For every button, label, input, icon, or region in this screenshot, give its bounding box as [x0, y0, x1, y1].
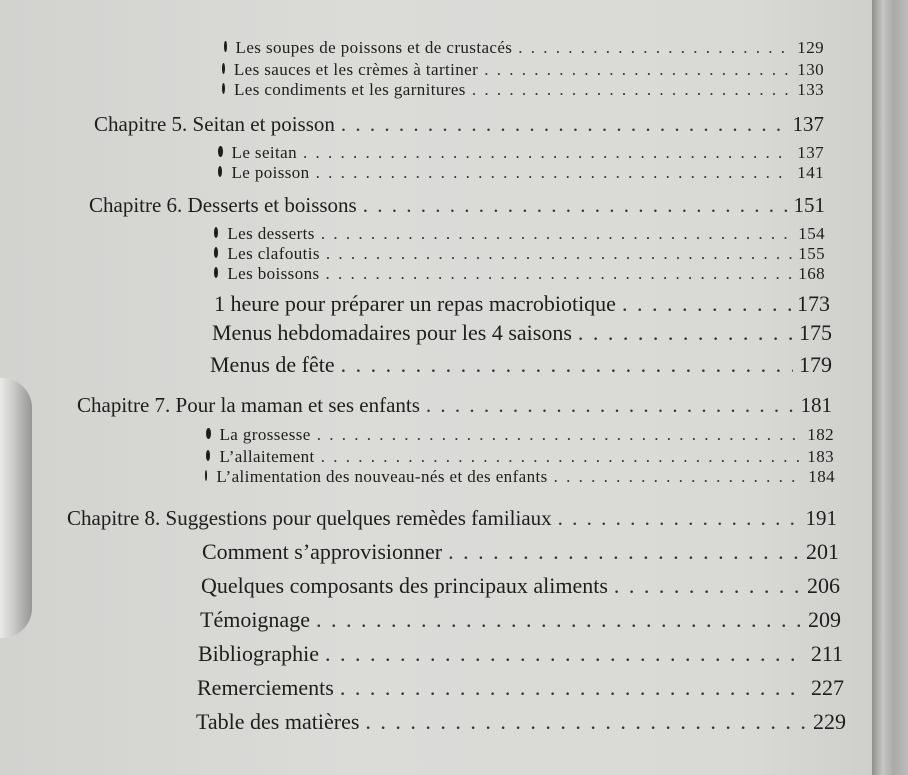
toc-entry — [197, 675, 844, 701]
dot-leader — [317, 425, 802, 445]
toc-page-number: 191 — [805, 506, 837, 530]
dot-leader — [448, 539, 800, 565]
toc-entry — [214, 244, 825, 264]
dot-leader — [363, 193, 788, 218]
toc-page-number: 181 — [800, 393, 832, 417]
toc-page-number: 173 — [797, 291, 830, 316]
toc-entry-title: Les clafoutis — [227, 244, 320, 263]
toc-entry — [206, 447, 834, 467]
bullet-icon — [214, 227, 218, 238]
toc-entry-title: Quelques composants des principaux aliments — [201, 573, 608, 598]
bullet-icon — [214, 267, 218, 278]
dot-leader — [321, 224, 792, 244]
dot-leader — [578, 320, 793, 346]
toc-entry-title: Les desserts — [227, 224, 315, 243]
toc-chapter — [67, 506, 837, 531]
dot-leader — [622, 291, 791, 317]
toc-chapter-title: Chapitre 6. Desserts et boissons — [89, 193, 357, 217]
toc-entry-title: L’allaitement — [219, 447, 315, 466]
toc-page-number: 229 — [813, 709, 846, 734]
toc-entry — [218, 143, 824, 163]
toc-entry-title: Les soupes de poissons et de crustacés — [235, 38, 513, 57]
toc-chapter — [94, 112, 824, 137]
toc-page-number: 137 — [792, 112, 824, 136]
dot-leader — [426, 393, 795, 418]
toc-entry — [210, 352, 832, 378]
toc-entry — [198, 641, 843, 667]
bullet-icon — [224, 41, 227, 52]
toc-entry-title: Les boissons — [227, 264, 320, 283]
dot-leader — [316, 607, 802, 633]
dot-leader — [326, 264, 793, 284]
dot-leader — [325, 641, 805, 667]
toc-entry — [200, 607, 841, 633]
toc-page-number: 182 — [807, 425, 834, 444]
toc-entry — [214, 264, 825, 284]
toc-page-number: 168 — [798, 264, 825, 283]
toc-chapter-title: Chapitre 5. Seitan et poisson — [94, 112, 335, 136]
dot-leader — [341, 352, 793, 378]
toc-entry-title: Menus de fête — [210, 352, 335, 377]
bullet-icon — [218, 146, 223, 157]
toc-entry — [222, 80, 824, 100]
bullet-icon — [218, 166, 222, 177]
bullet-icon — [222, 83, 225, 94]
toc-entry — [205, 467, 835, 487]
metal-clip — [0, 378, 32, 638]
toc-entry — [202, 539, 839, 565]
toc-entry-title: L’alimentation des nouveau-nés et des enfants — [216, 467, 548, 486]
toc-entry-title: Menus hebdomadaires pour les 4 saisons — [212, 320, 572, 345]
dot-leader — [554, 467, 803, 487]
toc-entry-title: Bibliographie — [198, 641, 319, 666]
dot-leader — [316, 163, 792, 183]
toc-entry — [201, 573, 840, 599]
toc-entry-title: La grossesse — [219, 425, 311, 444]
toc-page-number: 209 — [808, 607, 841, 632]
dot-leader — [484, 60, 791, 80]
bullet-icon — [214, 247, 218, 258]
toc-entry-title: Table des matières — [196, 709, 360, 734]
toc-page-number: 155 — [798, 244, 825, 263]
page-edge — [872, 0, 908, 775]
toc-entry — [206, 425, 834, 445]
toc-page-number: 130 — [797, 60, 824, 79]
bullet-icon — [205, 470, 207, 481]
toc-page-number: 175 — [799, 320, 832, 345]
dot-leader — [303, 143, 791, 163]
toc-page-number: 201 — [806, 539, 839, 564]
toc-entry — [218, 163, 824, 183]
toc-page-number: 129 — [797, 38, 824, 57]
dot-leader — [518, 38, 791, 58]
toc-entry-title: Comment s’approvisionner — [202, 539, 443, 564]
dot-leader — [340, 675, 805, 701]
toc-page-number: 184 — [808, 467, 835, 486]
dot-leader — [326, 244, 792, 264]
toc-chapter — [89, 193, 825, 218]
toc-entry-title: Le seitan — [231, 143, 297, 162]
dot-leader — [321, 447, 802, 467]
toc-entry — [196, 709, 846, 735]
dot-leader — [558, 506, 800, 531]
toc-entry — [214, 291, 830, 317]
dot-leader — [614, 573, 801, 599]
toc-entry-title: Remerciements — [197, 675, 334, 700]
bullet-icon — [222, 63, 225, 74]
dot-leader — [472, 80, 791, 100]
toc-chapter-title: Chapitre 8. Suggestions pour quelques remèdes familiaux — [67, 506, 552, 530]
toc-entry-title: 1 heure pour préparer un repas macrobiotique — [214, 291, 616, 316]
dot-leader — [341, 112, 787, 137]
toc-entry — [214, 224, 825, 244]
dot-leader — [365, 709, 807, 735]
toc-page-number: 183 — [807, 447, 834, 466]
toc-entry — [224, 38, 824, 58]
toc-page-number: 137 — [797, 143, 824, 162]
toc-page-number: 133 — [797, 80, 824, 99]
toc-entry-title: Témoignage — [200, 607, 310, 632]
toc-page-number: 211 — [810, 641, 843, 666]
toc-page-number: 179 — [799, 352, 832, 377]
toc-entry — [212, 320, 832, 346]
toc-page-number: 227 — [811, 675, 844, 700]
toc-page-number: 154 — [798, 224, 825, 243]
toc-chapter-title: Chapitre 7. Pour la maman et ses enfants — [77, 393, 420, 417]
bullet-icon — [206, 450, 210, 461]
toc-entry-title: Les sauces et les crèmes à tartiner — [233, 60, 479, 79]
toc-page-number: 141 — [797, 163, 824, 182]
toc-entry-title: Les condiments et les garnitures — [233, 80, 466, 99]
toc-chapter — [77, 393, 832, 418]
toc-page-number: 206 — [807, 573, 840, 598]
bullet-icon — [206, 428, 211, 439]
toc-entry-title: Le poisson — [231, 163, 310, 182]
toc-page-number: 151 — [793, 193, 825, 217]
toc-entry — [222, 60, 824, 80]
